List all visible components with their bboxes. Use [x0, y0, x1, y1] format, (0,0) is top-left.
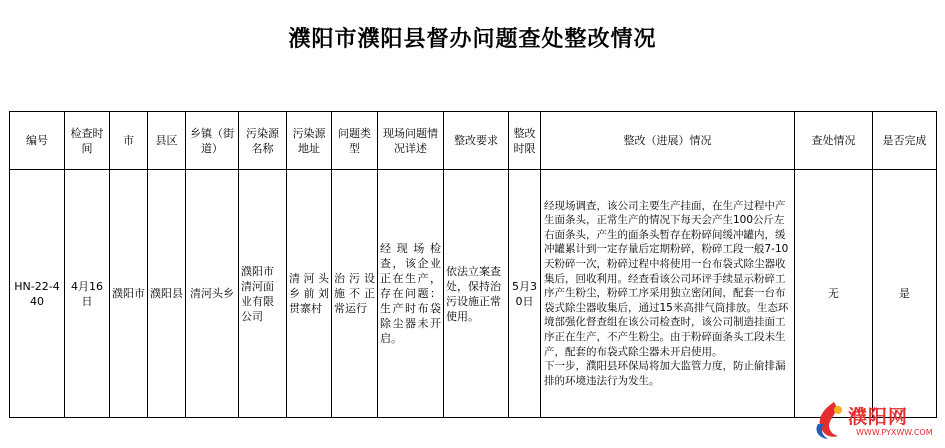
cell-town: 清河头乡 [186, 170, 239, 418]
flame-logo-icon [812, 400, 846, 440]
header-county: 县区 [148, 112, 186, 170]
header-completed: 是否完成 [873, 112, 937, 170]
header-city: 市 [110, 112, 148, 170]
cell-source-address: 清河头乡前刘贯寨村 [287, 170, 332, 418]
header-issue-detail: 现场问题情况详述 [378, 112, 444, 170]
cell-county: 濮阳县 [148, 170, 186, 418]
header-town: 乡镇（街道） [186, 112, 239, 170]
cell-id: HN-22-440 [10, 170, 65, 418]
header-progress: 整改（进展）情况 [541, 112, 795, 170]
cell-issue-detail: 经现场检查，该企业正在生产，存在问题：生产时布袋除尘器未开启。 [378, 170, 444, 418]
header-source-name: 污染源名称 [239, 112, 287, 170]
watermark-url: WWW.PYXWW.COM [856, 428, 933, 437]
header-requirement: 整改要求 [444, 112, 509, 170]
cell-deadline: 5月30日 [509, 170, 541, 418]
watermark-name: 濮阳网 [848, 406, 909, 428]
table-row [10, 170, 937, 418]
cell-completed: 是 [873, 170, 937, 418]
cell-date: 4月16日 [65, 170, 110, 418]
table-header-row [10, 112, 937, 170]
header-deadline: 整改时限 [509, 112, 541, 170]
cell-progress: 经现场调查，该公司主要生产挂面，在生产过程中产生面条头，正常生产的情况下每天会产生100公斤左右面条头，产生的面条头暂存在粉碎间缓冲罐内，缓冲罐累计到一定存量后定期粉碎，粉碎工段一般7-10天粉碎一次，粉碎过程中将使用一台布袋式除尘器收集后，回收利用。经查看该公司环评手续显示粉碎工序产生粉尘，粉碎工序采用独立密闭间，配套一台布袋式除尘器收集后，通过15米高排气筒排放。生态环境部强化督查组在该公司检查时，该公司制造挂面工序正在生产，不产生粉尘。由于粉碎面条头工段未生产，配套的布袋式除尘器未开启使用。 下一步，濮阳县环保局将加大监管力度，防止偷排漏排的环境违法行为发生。 [541, 170, 795, 418]
header-handling: 查处情况 [795, 112, 873, 170]
site-watermark [812, 400, 942, 444]
page-title: 濮阳市濮阳县督办问题查处整改情况 [288, 27, 657, 52]
header-date: 检查时间 [65, 112, 110, 170]
inspection-table [9, 111, 937, 418]
cell-handling: 无 [795, 170, 873, 418]
header-id: 编号 [10, 112, 65, 170]
header-issue-type: 问题类型 [332, 112, 378, 170]
cell-requirement: 依法立案查处，保持治污设施正常使用。 [444, 170, 509, 418]
cell-issue-type: 治污设施不正常运行 [332, 170, 378, 418]
cell-source-name: 濮阳市清河面业有限公司 [239, 170, 287, 418]
cell-city: 濮阳市 [110, 170, 148, 418]
header-source-address: 污染源地址 [287, 112, 332, 170]
